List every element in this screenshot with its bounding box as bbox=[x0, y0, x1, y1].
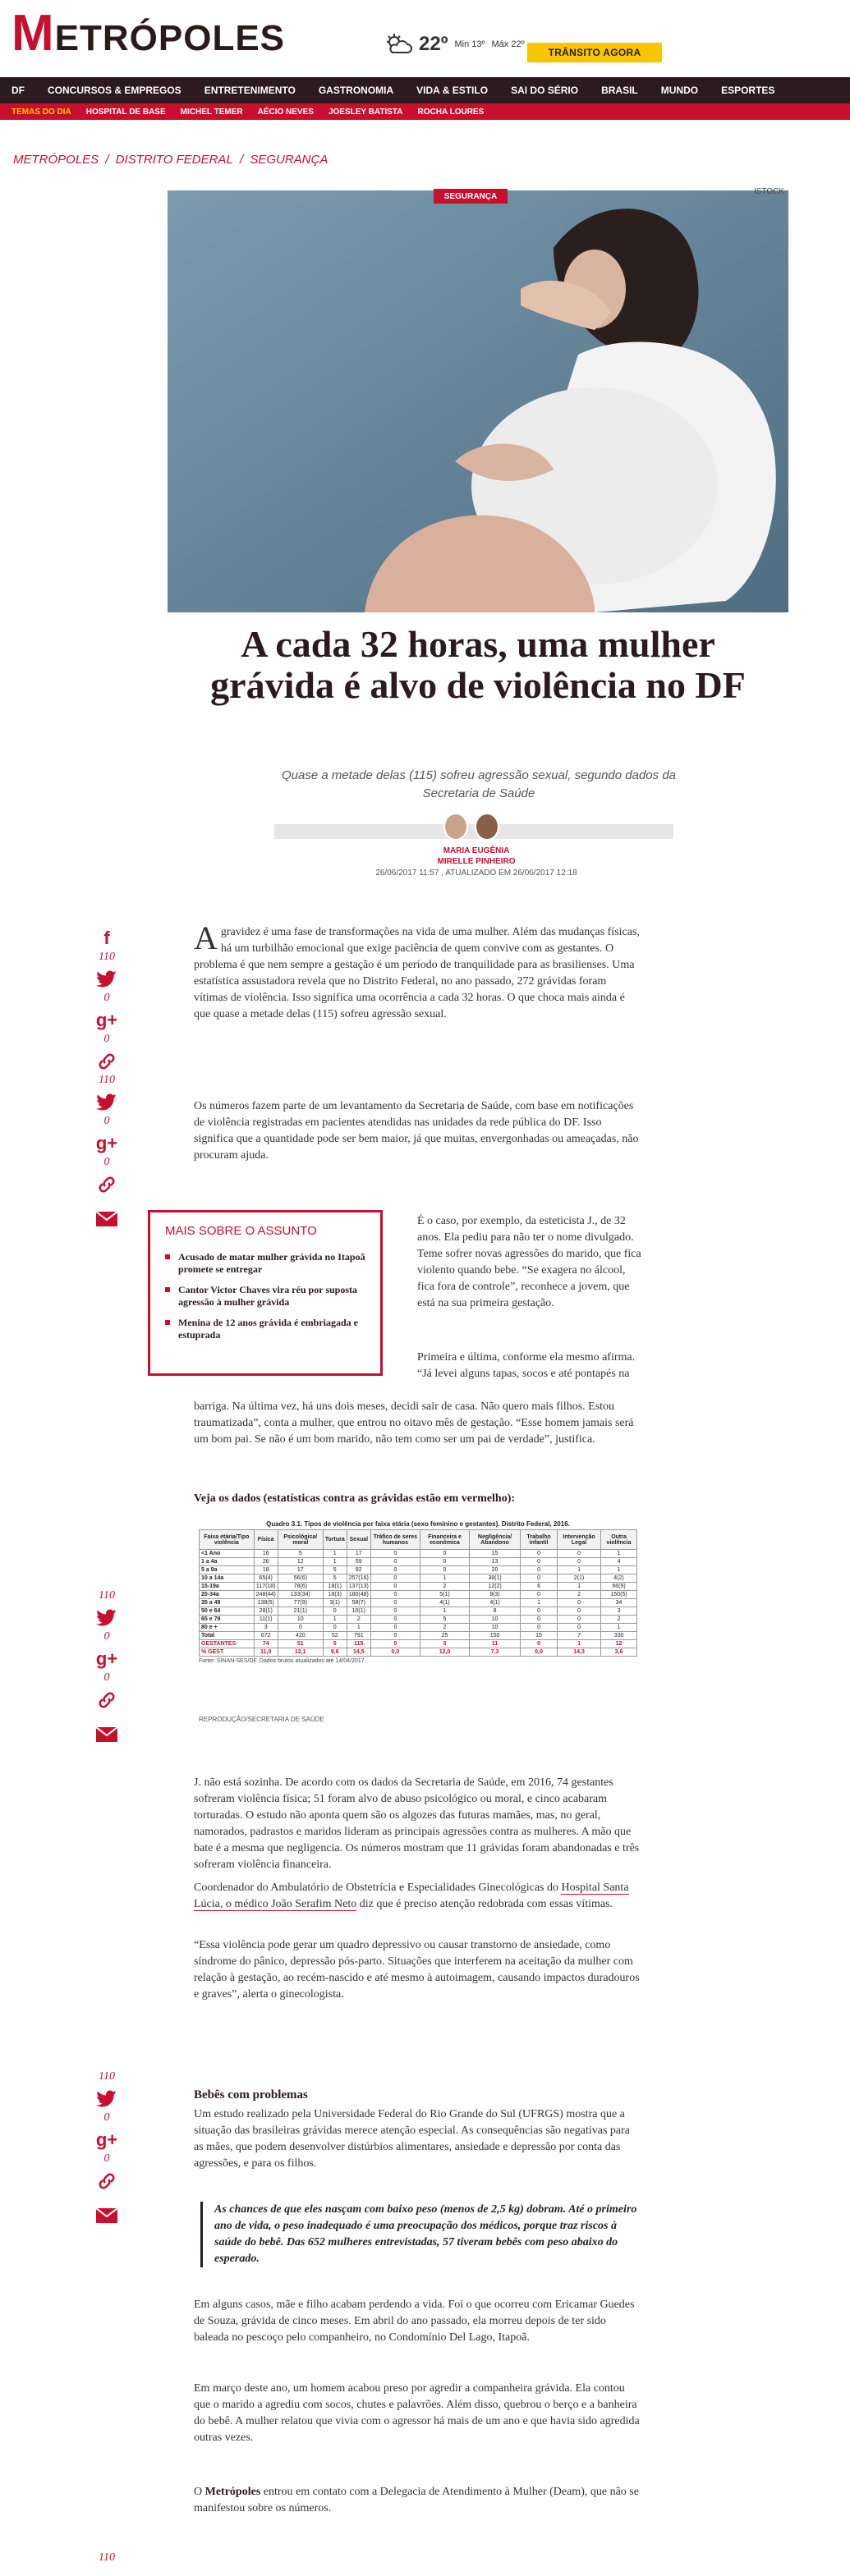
table-header-cell: Trabalho infantil bbox=[521, 1530, 558, 1550]
weather-widget bbox=[384, 33, 525, 56]
article-paragraph: Um estudo realizado pela Universidade Federal do Rio Grande do Sul (UFRGS) mostra que a situação das brasileiras grávidas merece atenção especial. As consequências são negativas para as mães, que podem desenvolver distúrbios alimentares, ansiedade e depressão por conta das agressões, e para os filhos. bbox=[194, 2108, 630, 2170]
table-cell: 0 bbox=[370, 1607, 420, 1616]
article-paragraph: Agravidez é uma fase de transformações na vida de uma mulher. Além das mudanças físicas, há um turbilhão emocional que exige paciência de quem convive com as gestantes. O problema é que nem sempre a gestação é um período de tranquilidade para as brasilienses. Uma estatística assustadora revela que no Distrito Federal, no ano passado, 272 grávidas foram vítimas de violência. Isso significa uma ocorrência a cada 32 horas. O que choca mais ainda é que quase a metade delas (115) sofreu agressão sexual. bbox=[194, 919, 640, 1020]
table-cell: 5(1) bbox=[420, 1591, 469, 1599]
table-row bbox=[200, 1591, 637, 1599]
table-cell: 0 bbox=[323, 1607, 347, 1616]
article-paragraph: Primeira e última, conforme ela mesmo afirma. “Já levei alguns tapas, socos e até pontapés na bbox=[417, 1351, 636, 1380]
table-cell: <1 Ano bbox=[200, 1550, 255, 1558]
table-cell: 1 bbox=[558, 1583, 601, 1591]
partly-cloudy-icon bbox=[384, 33, 412, 56]
table-cell: 74 bbox=[254, 1640, 278, 1648]
share-count: 110 bbox=[99, 951, 115, 963]
topics-label: TEMAS DO DIA bbox=[11, 107, 71, 117]
nav-item-concursos[interactable]: CONCURSOS & EMPREGOS bbox=[48, 85, 181, 96]
table-cell: 15 bbox=[470, 1550, 521, 1558]
table-cell: 0 bbox=[323, 1624, 347, 1632]
related-title: MAIS SOBRE O ASSUNTO bbox=[165, 1224, 317, 1238]
email-icon[interactable] bbox=[94, 2203, 119, 2228]
table-cell: 0 bbox=[558, 1550, 601, 1558]
table-cell: 17 bbox=[278, 1566, 323, 1574]
table-cell: 5 bbox=[323, 1566, 347, 1574]
table-cell: 12 bbox=[278, 1558, 323, 1566]
table-row bbox=[200, 1632, 637, 1640]
twitter-icon[interactable] bbox=[94, 967, 119, 992]
table-cell: 5 bbox=[420, 1616, 469, 1624]
table-cell: 1 bbox=[601, 1624, 637, 1632]
facebook-icon[interactable]: f bbox=[103, 928, 110, 948]
table-cell: 3,6 bbox=[601, 1648, 637, 1657]
twitter-icon[interactable] bbox=[94, 1606, 119, 1630]
share-column bbox=[90, 1589, 123, 1747]
section-subheading: Bebês com problemas bbox=[194, 2088, 308, 2102]
nav-item-entretenimento[interactable]: ENTRETENIMENTO bbox=[204, 85, 296, 96]
table-cell: 0 bbox=[558, 1558, 601, 1566]
table-cell: 4(1) bbox=[420, 1599, 469, 1607]
table-cell: 0 bbox=[370, 1640, 420, 1648]
article-headline: A cada 32 horas, uma mulher grávida é alvo de violência no DF bbox=[210, 623, 746, 706]
table-row bbox=[200, 1648, 637, 1657]
table-cell: 0 bbox=[558, 1599, 601, 1607]
metropoles-logo[interactable]: METRÓPOLES bbox=[11, 5, 286, 62]
breadcrumb-separator: / bbox=[105, 153, 109, 167]
table-cell: 1 bbox=[558, 1640, 601, 1648]
table-cell: 3 bbox=[254, 1624, 278, 1632]
article-paragraph: O Metrópoles entrou em contato com a Delegacia de Atendimento à Mulher (Deam), que não se manifestou sobre os números. bbox=[194, 2486, 639, 2514]
table-cell: 10 bbox=[278, 1616, 323, 1624]
table-cell: 0 bbox=[370, 1624, 420, 1632]
table-cell: 257(16) bbox=[347, 1574, 370, 1583]
table-cell: 5 bbox=[323, 1574, 347, 1583]
table-cell: 3 bbox=[420, 1640, 469, 1648]
table-cell: 1 bbox=[323, 1616, 347, 1624]
table-cell: 0 bbox=[420, 1550, 469, 1558]
table-cell: 1 bbox=[521, 1599, 558, 1607]
table-cell: 6 bbox=[521, 1583, 558, 1591]
table-cell: 0 bbox=[370, 1566, 420, 1574]
table-cell: 0 bbox=[420, 1566, 469, 1574]
table-cell: 0 bbox=[370, 1558, 420, 1566]
link-icon[interactable] bbox=[94, 1172, 119, 1197]
table-row bbox=[200, 1566, 637, 1574]
table-cell: 10(1) bbox=[347, 1607, 370, 1616]
share-count: 0 bbox=[103, 992, 110, 1004]
table-header-cell: Psicológica/ moral bbox=[278, 1530, 323, 1550]
site-header bbox=[0, 0, 850, 72]
table-cell: 1 bbox=[601, 1566, 637, 1574]
article-paragraph: Os números fazem parte de um levantamento da Secretaria de Saúde, com base em notificações de violência registradas em pacientes atendidas nas unidades da rede pública do DF. Isso significa que a quantidade pode ser bem maior, já que muitas, envergonhadas ou ameaçadas, não procuram ajuda. bbox=[194, 1100, 639, 1162]
table-cell: 10 a 14a bbox=[200, 1574, 255, 1583]
bullet-square-icon bbox=[165, 1320, 170, 1325]
breadcrumb-seguranca[interactable]: SEGURANÇA bbox=[250, 153, 329, 167]
table-caption: Quadro 3.1. Tipos de violência por faixa etária (sexo feminino e gestantes). Distrito Federal, 2016. bbox=[266, 1520, 570, 1528]
table-header-cell: Sexual bbox=[347, 1530, 370, 1550]
table-cell: 0 bbox=[420, 1558, 469, 1566]
table-row bbox=[200, 1558, 637, 1566]
article-paragraph: Coordenador do Ambulatório de Obstetrícia e Especialidades Ginecológicas do Hospital Santa Lúcia, o médico João Serafim Neto diz que é preciso atenção redobrada com essas vítimas. bbox=[194, 1882, 629, 1910]
table-header-cell: Intervenção Legal bbox=[558, 1530, 601, 1550]
table-cell: 50 e 64 bbox=[200, 1607, 255, 1616]
table-cell: 0 bbox=[521, 1640, 558, 1648]
topic-aecio-neves[interactable]: AÉCIO NEVES bbox=[257, 107, 314, 117]
topics-bar bbox=[0, 103, 850, 120]
related-link[interactable]: Cantor Victor Chaves vira réu por suposta agressão à mulher grávida bbox=[165, 1284, 365, 1309]
share-count: 0 bbox=[103, 2152, 110, 2165]
article-paragraph: É o caso, por exemplo, da esteticista J., de 32 anos. Ela pediu para não ter o nome divulgado. Teme sofrer novas agressões do marido, que fica violento quando bebe. “Se exagera no álcool, fica fora de controle”, reconhece a jovem, que está na sua primeira gestação. bbox=[417, 1215, 641, 1309]
share-count: 110 bbox=[99, 1589, 115, 1602]
google-plus-icon[interactable]: g+ bbox=[95, 1648, 118, 1669]
table-row bbox=[200, 1574, 637, 1583]
share-count: 0 bbox=[103, 1033, 110, 1045]
avatar bbox=[475, 813, 499, 841]
table-cell: 59 bbox=[347, 1558, 370, 1566]
related-articles-box bbox=[148, 1210, 383, 1376]
current-temperature: 22º bbox=[419, 33, 448, 55]
pull-quote: As chances de que eles nasçam com baixo peso (menos de 2,5 kg) dobram. Até o primeiro ano de vida, o peso inadequado é uma preocupação dos médicos, porque traz riscos à saúde do bebê. Das 652 mulheres entrevistadas, 57 tiveram bebês com peso abaixo do esperado. bbox=[200, 2202, 644, 2267]
table-row bbox=[200, 1607, 637, 1616]
table-cell: 82 bbox=[347, 1566, 370, 1574]
nav-item-sai-do-serio[interactable]: SAI DO SÉRIO bbox=[511, 85, 579, 96]
share-count: 0 bbox=[103, 1671, 110, 1684]
table-cell: 26 bbox=[254, 1558, 278, 1566]
table-header-cell: Outra violência bbox=[601, 1530, 637, 1550]
table-row bbox=[200, 1583, 637, 1591]
google-plus-icon[interactable]: g+ bbox=[95, 2129, 118, 2150]
table-cell: 12(2) bbox=[470, 1583, 521, 1591]
nav-item-mundo[interactable]: MUNDO bbox=[660, 85, 699, 96]
table-cell: 2 bbox=[420, 1583, 469, 1591]
table-cell: 4 bbox=[601, 1558, 637, 1566]
table-cell: 0 bbox=[521, 1607, 558, 1616]
table-cell: 18(3) bbox=[323, 1591, 347, 1599]
table-cell: 3(1) bbox=[323, 1599, 347, 1607]
table-cell: 330 bbox=[601, 1632, 637, 1640]
table-cell: 11(1) bbox=[254, 1616, 278, 1624]
table-cell: 0 bbox=[521, 1591, 558, 1599]
table-header-row bbox=[200, 1530, 637, 1550]
link-icon[interactable] bbox=[94, 1049, 119, 1074]
table-body bbox=[200, 1550, 637, 1657]
share-count: 0 bbox=[103, 2111, 110, 2124]
table-cell: 11 bbox=[470, 1640, 521, 1648]
table-cell: 248(44) bbox=[254, 1591, 278, 1599]
table-cell: 1 bbox=[323, 1558, 347, 1566]
table-cell: 25 bbox=[420, 1632, 469, 1640]
table-cell: 150 bbox=[470, 1632, 521, 1640]
table-cell: 11,0 bbox=[254, 1648, 278, 1657]
table-cell: 4(2) bbox=[601, 1574, 637, 1583]
table-row bbox=[200, 1599, 637, 1607]
table-cell: 4(1) bbox=[470, 1599, 521, 1607]
table-cell: 20-34a bbox=[200, 1591, 255, 1599]
table-cell: 13 bbox=[470, 1558, 521, 1566]
table-cell: 150(5) bbox=[601, 1591, 637, 1599]
table-cell: 38(1) bbox=[470, 1574, 521, 1583]
table-cell: 10 bbox=[470, 1624, 521, 1632]
table-cell: 5 bbox=[323, 1640, 347, 1648]
table-cell: % GEST bbox=[200, 1648, 255, 1657]
table-cell: 0 bbox=[521, 1566, 558, 1574]
traffic-now-button[interactable]: TRÂNSITO AGORA bbox=[527, 43, 662, 62]
table-cell: 12,0 bbox=[420, 1648, 469, 1657]
max-temperature: Máx 22º bbox=[491, 39, 525, 49]
breadcrumb-distrito-federal[interactable]: DISTRITO FEDERAL bbox=[115, 153, 233, 167]
table-cell: 791 bbox=[347, 1632, 370, 1640]
share-count: 0 bbox=[103, 1115, 110, 1127]
table-cell: 80 e + bbox=[200, 1624, 255, 1632]
table-cell: 2 bbox=[347, 1616, 370, 1624]
table-cell: 15 bbox=[521, 1632, 558, 1640]
table-cell: 0 bbox=[370, 1616, 420, 1624]
table-header-cell: Financeira e econômica bbox=[420, 1530, 469, 1550]
table-cell: 65(4) bbox=[254, 1574, 278, 1583]
table-cell: 2(1) bbox=[558, 1574, 601, 1583]
table-cell: 0 bbox=[278, 1624, 323, 1632]
table-cell: 65 e 79 bbox=[200, 1616, 255, 1624]
table-cell: Total bbox=[200, 1632, 255, 1640]
article-paragraph: barriga. Na última vez, há uns dois meses, decidi sair de casa. Não quero mais filhos. Estou traumatizada”, conta a mulher, que entrou no oitavo mês de gestação. “Esse homem jamais será um bom pai. Se não é um bom marido, não tem como ser um pai de verdade”, justifica. bbox=[194, 1400, 634, 1446]
share-count: 110 bbox=[99, 1074, 115, 1086]
table-cell: 5 a 9a bbox=[200, 1566, 255, 1574]
table-cell: 9,6 bbox=[323, 1648, 347, 1657]
nav-item-vida-estilo[interactable]: VIDA & ESTILO bbox=[416, 85, 489, 96]
table-cell: 34 bbox=[601, 1599, 637, 1607]
twitter-icon[interactable] bbox=[94, 2087, 119, 2111]
table-cell: 8 bbox=[470, 1607, 521, 1616]
table-cell: 2 bbox=[558, 1591, 601, 1599]
table-cell: 0 bbox=[521, 1550, 558, 1558]
table-cell: 5 bbox=[278, 1550, 323, 1558]
table-header-cell: Tráfico de seres humanos bbox=[370, 1530, 420, 1550]
table-cell: 138(5) bbox=[254, 1599, 278, 1607]
main-nav bbox=[0, 77, 850, 103]
stats-table bbox=[199, 1529, 637, 1657]
table-cell: 0 bbox=[558, 1607, 601, 1616]
email-icon[interactable] bbox=[94, 1722, 119, 1747]
share-count: 0 bbox=[103, 1630, 110, 1643]
table-cell: 1 bbox=[420, 1607, 469, 1616]
table-cell: 0 bbox=[521, 1574, 558, 1583]
article-paragraph: “Essa violência pode gerar um quadro depressivo ou causar transtorno de ansiedade, como síndrome do pânico, depressão pós-parto. Situações que interferem na aceitação da mulher com relação à gestação, ao recém-nascido e até mesmo à autoimagem, causando impactos duradouros e graves”, alerta o ginecologista. bbox=[194, 1939, 640, 2001]
related-link[interactable]: Acusado de matar mulher grávida no Itapoã promete se entregar bbox=[165, 1251, 365, 1276]
author-name[interactable]: MARIA EUGÊNIA bbox=[443, 846, 510, 855]
table-cell: 7 bbox=[558, 1632, 601, 1640]
email-icon[interactable] bbox=[94, 1207, 119, 1231]
table-row bbox=[200, 1624, 637, 1632]
table-cell: 0,0 bbox=[521, 1648, 558, 1657]
table-cell: 0 bbox=[370, 1574, 420, 1583]
pregnant-woman-photo bbox=[168, 190, 788, 612]
nav-item-esportes[interactable]: ESPORTES bbox=[721, 85, 775, 96]
table-cell: 9(3) bbox=[470, 1591, 521, 1599]
table-cell: 52 bbox=[323, 1632, 347, 1640]
table-cell: 77(9) bbox=[278, 1599, 323, 1607]
article-subtitle: Quase a metade delas (115) sofreu agressão sexual, segundo dados da Secretaria de Saúde bbox=[281, 768, 677, 800]
table-cell: 14,5 bbox=[347, 1648, 370, 1657]
table-header-cell: Faixa etária/Tipo violência bbox=[200, 1530, 255, 1550]
table-cell: 56(6) bbox=[278, 1574, 323, 1583]
table-cell: 133(34) bbox=[278, 1591, 323, 1599]
image-credit: REPRODUÇÃO/SECRETARIA DE SAÚDE bbox=[199, 1716, 324, 1723]
table-row bbox=[200, 1640, 637, 1648]
table-cell: 78(6) bbox=[278, 1583, 323, 1591]
table-cell: 14,3 bbox=[558, 1648, 601, 1657]
table-header-cell: Negligência/ Abandono bbox=[470, 1530, 521, 1550]
table-cell: 0 bbox=[370, 1599, 420, 1607]
bullet-square-icon bbox=[165, 1287, 170, 1292]
min-temperature: Min 13º bbox=[454, 39, 485, 49]
bullet-square-icon bbox=[165, 1254, 170, 1259]
table-cell: 1 bbox=[420, 1574, 469, 1583]
google-plus-icon[interactable]: g+ bbox=[95, 1010, 118, 1030]
table-header-cell: Física bbox=[254, 1530, 278, 1550]
twitter-icon[interactable] bbox=[94, 1090, 119, 1115]
table-cell: 2 bbox=[420, 1624, 469, 1632]
table-cell: 420 bbox=[278, 1632, 323, 1640]
table-cell: 1 a 4a bbox=[200, 1558, 255, 1566]
table-cell: 137(13) bbox=[347, 1583, 370, 1591]
topic-rocha-loures[interactable]: ROCHA LOURES bbox=[417, 107, 485, 117]
data-heading: Veja os dados (estatísticas contra as grávidas estão em vermelho): bbox=[194, 1492, 516, 1505]
share-column bbox=[90, 2551, 123, 2568]
table-cell: 0 bbox=[558, 1616, 601, 1624]
table-cell: 115 bbox=[347, 1640, 370, 1648]
avatar bbox=[443, 813, 468, 841]
table-cell: 2 bbox=[601, 1616, 637, 1624]
table-cell: 0 bbox=[370, 1632, 420, 1640]
photo-credit: ISTOCK bbox=[754, 187, 785, 196]
table-cell: 0 bbox=[521, 1558, 558, 1566]
authors bbox=[345, 846, 608, 867]
table-cell: 1 bbox=[558, 1566, 601, 1574]
table-cell: 12 bbox=[601, 1640, 637, 1648]
table-cell: 16 bbox=[254, 1550, 278, 1558]
table-cell: 17 bbox=[347, 1550, 370, 1558]
related-link[interactable]: Menina de 12 anos grávida é embriagada e estuprada bbox=[165, 1317, 365, 1341]
violence-statistics-table bbox=[199, 1520, 637, 1664]
table-cell: 0 bbox=[558, 1624, 601, 1632]
nav-item-gastronomia[interactable]: GASTRONOMIA bbox=[318, 85, 394, 96]
table-cell: 18(1) bbox=[323, 1583, 347, 1591]
share-column bbox=[90, 2070, 123, 2228]
table-cell: 117(18) bbox=[254, 1583, 278, 1591]
table-cell: 20 bbox=[470, 1566, 521, 1574]
table-cell: 12,1 bbox=[278, 1648, 323, 1657]
table-cell: 0 bbox=[370, 1591, 420, 1599]
table-cell: 10 bbox=[470, 1616, 521, 1624]
table-header-cell: Tortura bbox=[323, 1530, 347, 1550]
table-cell: 51 bbox=[278, 1640, 323, 1648]
share-count: 110 bbox=[99, 2551, 115, 2564]
table-cell: 0,0 bbox=[370, 1648, 420, 1657]
hero-image bbox=[168, 190, 788, 612]
link-icon[interactable] bbox=[94, 1688, 119, 1712]
article-paragraph: Em alguns casos, mãe e filho acabam perdendo a vida. Foi o que ocorreu com Ericamar Guedes de Souza, grávida de cinco meses. Em abril do ano passado, ela morreu depois de ter sido baleada no pescoço pelo companheiro, no Condomínio Del Lago, Itapoã. bbox=[194, 2299, 635, 2344]
google-plus-icon[interactable]: g+ bbox=[95, 1133, 118, 1153]
table-cell: 66(9) bbox=[601, 1583, 637, 1591]
topic-michel-temer[interactable]: MICHEL TEMER bbox=[180, 107, 243, 117]
table-cell: 7,3 bbox=[470, 1648, 521, 1657]
breadcrumb-home[interactable]: METRÓPOLES bbox=[13, 153, 99, 167]
table-cell: 1 bbox=[323, 1550, 347, 1558]
table-row bbox=[200, 1550, 637, 1558]
breadcrumb bbox=[13, 153, 331, 167]
article-paragraph: Em março deste ano, um homem acabou preso por agredir a companheira grávida. Ela contou que o marido a agrediu com socos, chutes e palavrões. Além disso, quebrou o berço e a banheira do bebê. A mulher relatou que vivia com o agressor há mais de um ano e que havia sido agredida outras vezes. bbox=[194, 2382, 640, 2444]
hospital-link[interactable]: Hospital Santa Lúcia, o médico João Serafim Neto bbox=[194, 1882, 629, 1910]
nav-item-brasil[interactable]: BRASIL bbox=[601, 85, 638, 96]
nav-item-df[interactable]: DF bbox=[11, 85, 25, 96]
table-cell: 3 bbox=[601, 1607, 637, 1616]
table-cell: 15-19a bbox=[200, 1583, 255, 1591]
table-cell: 1 bbox=[347, 1624, 370, 1632]
link-icon[interactable] bbox=[94, 2169, 119, 2193]
share-count: 110 bbox=[99, 2070, 115, 2083]
table-row bbox=[200, 1616, 637, 1624]
dateline: 26/06/2017 11:57 , ATUALIZADO EM 26/06/2017 12:18 bbox=[375, 869, 577, 878]
table-source: Fonte: SINAN-SES/DF. Dados brutos atualizados até 14/04/2017. bbox=[199, 1658, 366, 1664]
table-cell: 672 bbox=[254, 1632, 278, 1640]
share-count: 0 bbox=[103, 1156, 110, 1168]
author-name[interactable]: MIRELLE PINHEIRO bbox=[437, 857, 516, 866]
author-bar bbox=[274, 824, 673, 839]
drop-cap: A bbox=[194, 919, 218, 956]
table-cell: GESTANTES bbox=[200, 1640, 255, 1648]
section-tag[interactable]: SEGURANÇA bbox=[434, 189, 508, 204]
table-cell: 58(7) bbox=[347, 1599, 370, 1607]
table-cell: 0 bbox=[521, 1624, 558, 1632]
table-cell: 180(48) bbox=[347, 1591, 370, 1599]
breadcrumb-separator: / bbox=[239, 153, 244, 167]
table-cell: 0 bbox=[521, 1616, 558, 1624]
share-column bbox=[90, 926, 123, 1231]
table-cell: 0 bbox=[370, 1583, 420, 1591]
table-cell: 0 bbox=[370, 1550, 420, 1558]
table-cell: 28(1) bbox=[254, 1607, 278, 1616]
article-paragraph: J. não está sozinha. De acordo com os dados da Secretaria de Saúde, em 2016, 74 gestantes sofreram violência física; 51 foram alvo de abuso psicológico ou moral, e cinco acabaram torturadas. O estudo não aponta quem são os algozes das futuras mamães, mas, no geral, namorados, padrastos e maridos lideram as principais agressões contra as mulheres. A mão que bate é a mesma que negligencia. Os números mostram que 11 grávidas foram abandonadas e três sofreram violência financeira. bbox=[194, 1776, 640, 1871]
table-cell: 21(1) bbox=[278, 1607, 323, 1616]
topic-joesley-batista[interactable]: JOESLEY BATISTA bbox=[328, 107, 403, 117]
table-cell: 1 bbox=[601, 1550, 637, 1558]
table-cell: 18 bbox=[254, 1566, 278, 1574]
table-cell: 35 a 49 bbox=[200, 1599, 255, 1607]
topic-hospital-de-base[interactable]: HOSPITAL DE BASE bbox=[85, 107, 166, 117]
